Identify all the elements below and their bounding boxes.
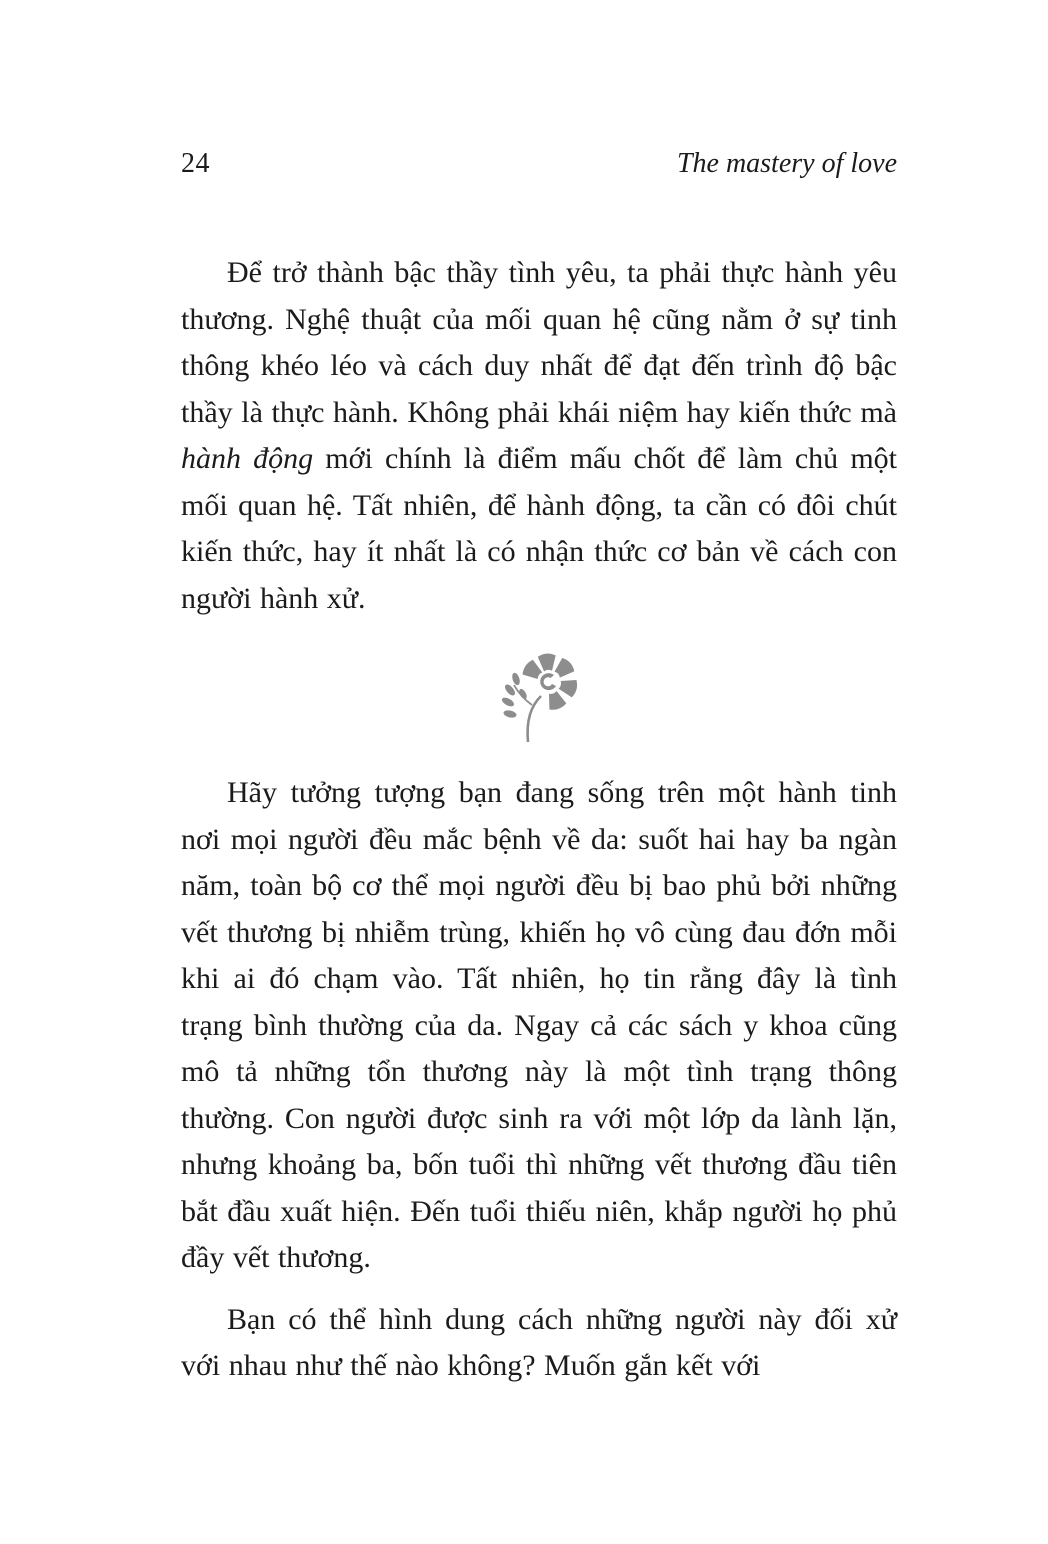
paragraph-1-segment: mới chính là điểm mấu chốt để làm chủ một mối quan hệ. Tất nhiên, để hành động, ta cần có đôi chút kiến thức, hay ít nhất là có nhận thức cơ bản về cách con người hành xử. <box>181 442 897 615</box>
paragraph-1-italic-phrase: hành động <box>181 442 314 475</box>
section-divider <box>181 652 897 744</box>
page-number: 24 <box>181 148 210 179</box>
paragraph-1-segment: Để trở thành bậc thầy tình yêu, ta phải thực hành yêu thương. Nghệ thuật của mối quan hệ cũng nằm ở sự tinh thông khéo léo và cách duy nhất để đạt đến trình độ bậc thầy là thực hành. Không phải khái niệm hay kiến thức mà <box>181 256 897 429</box>
paragraph-3-text: Bạn có thể hình dung cách những người này đối xử với nhau như thế nào không? Muốn gắn kết với <box>181 1302 897 1382</box>
running-title: The mastery of love <box>676 148 897 179</box>
page-body <box>181 250 897 1390</box>
flower-divider-icon <box>499 652 579 744</box>
page-header <box>181 148 897 180</box>
paragraph-3 <box>181 1297 897 1390</box>
paragraph-2 <box>181 770 897 1282</box>
paragraph-2-text: Hãy tưởng tượng bạn đang sống trên một hành tinh nơi mọi người đều mắc bệnh về da: suốt hai hay ba ngàn năm, toàn bộ cơ thể mọi người đều bị bao phủ bởi những vết thương bị nhiễm trùng, khiến họ vô cùng đau đớn mỗi khi ai đó chạm vào. Tất nhiên, họ tin rằng đây là tình trạng bình thường của da. Ngay cả các sách y khoa cũng mô tả những tổn thương này là một tình trạng thông thường. Con người được sinh ra với một lớp da lành lặn, nhưng khoảng ba, bốn tuổi thì những vết thương đầu tiên bắt đầu xuất hiện. Đến tuổi thiếu niên, khắp người họ phủ đầy vết thương. <box>181 776 897 1274</box>
paragraph-1 <box>181 250 897 622</box>
